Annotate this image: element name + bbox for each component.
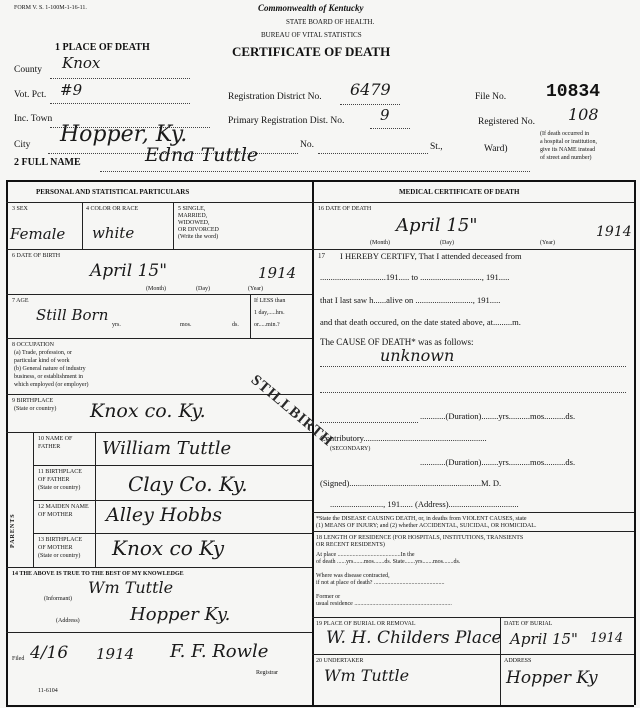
dob-year: 1914 [258, 264, 297, 282]
st-label: No. [300, 140, 314, 150]
age-value: Still Born [36, 306, 109, 324]
registered-no-label: Registered No. [478, 117, 535, 127]
contributory-label: Contributory.......................................................... [320, 433, 487, 443]
duration-1: ............(Duration)........yrs..........mos..........ds. [420, 411, 576, 421]
length-residence-2: OR RECENT RESIDENTS) [316, 542, 385, 548]
date-of-burial-year: 1914 [590, 631, 624, 646]
hospital-note-2: a hospital or institution, [540, 139, 597, 145]
length-residence-1: 18 LENGTH OF RESIDENCE (FOR HOSPITALS, INSTITUTIONS, TRANSIENTS [316, 535, 524, 541]
registrar-caption: Registrar [256, 670, 278, 676]
dod-day-caption: (Day) [440, 240, 454, 246]
primary-registration-label: Primary Registration Dist. No. [228, 116, 345, 126]
marital-label-3: WIDOWED, [178, 220, 210, 226]
informant-address-value: Hopper Ky. [130, 604, 231, 625]
occupation-line-2: (a) Trade, profession, or [14, 350, 72, 356]
undertaker-label: 20 UNDERTAKER [316, 658, 364, 664]
yrs-caption: yrs. [112, 322, 121, 328]
occupation-label: 8 OCCUPATION [12, 342, 54, 348]
signed-date-line: ........................., 191...... (Address)................................. [330, 499, 519, 509]
former-residence-2: usual residence ................................................................. [316, 601, 452, 607]
father-name-label-2: FATHER [38, 444, 61, 450]
certify-line-4: and that death occured, on the date stated above, at.........m. [320, 317, 521, 327]
color-value: white [92, 224, 135, 242]
ward-label: Ward) [484, 144, 508, 154]
mother-name-value: Alley Hobbs [106, 504, 222, 526]
full-name-value: Edna Tuttle [145, 144, 259, 166]
occupation-line-6: which employed (or employer) [14, 382, 89, 388]
city-value: Hopper, Ky. [60, 122, 188, 147]
dob-month-caption: (Month) [146, 286, 166, 292]
length-residence-3: At place ..........................................In the [316, 552, 415, 558]
father-bp-label-2: OF FATHER [38, 477, 70, 483]
occupation-line-3: particular kind of work [14, 358, 70, 364]
date-of-death-value: April 15" [396, 215, 478, 236]
filed-date: 4/16 [30, 643, 69, 663]
file-no-label: File No. [475, 92, 507, 102]
registration-district-value: 6479 [350, 80, 391, 99]
date-of-death-label: 16 DATE OF DEATH [318, 206, 372, 212]
secondary-label: (SECONDARY) [330, 446, 371, 452]
hospital-note-1: (If death occurred in [540, 131, 590, 137]
dob-day-caption: (Day) [196, 286, 210, 292]
mos-caption: mos. [180, 322, 192, 328]
undertaker-value: Wm Tuttle [324, 666, 410, 685]
vot-pct-value: #9 [60, 81, 83, 99]
mother-name-label-1: 12 MAIDEN NAME [38, 504, 89, 510]
certify-line-3: that I last saw h......alive on ..........................., 191..... [320, 295, 501, 305]
birthplace-label: 9 BIRTHPLACE [12, 398, 54, 404]
duration-2: ............(Duration)........yrs..........mos..........ds. [420, 457, 576, 467]
mother-bp-label-2: OF MOTHER [38, 545, 73, 551]
registrar-signature: F. F. Rowle [170, 641, 269, 662]
dod-year-caption: (Year) [540, 240, 556, 246]
county-value: Knox [62, 54, 101, 72]
day-hrs-label: 1 day,.....hrs. [254, 310, 285, 316]
dob-year-caption: (Year) [248, 286, 264, 292]
age-label: 7 AGE [12, 298, 29, 304]
sex-value: Female [10, 225, 66, 243]
informant-true-label: 14 THE ABOVE IS TRUE TO THE BEST OF MY KNOWLEDGE [12, 571, 184, 577]
father-bp-label-3: (State or country) [38, 485, 81, 491]
color-label: 4 COLOR OR RACE [86, 206, 139, 212]
marital-label-5: (Write the word) [178, 234, 219, 240]
dob-month-day: April 15" [90, 261, 168, 281]
informant-value: Wm Tuttle [88, 578, 174, 597]
hospital-note-3: give its NAME instead [540, 147, 596, 153]
marital-label-4: OR DIVORCED [178, 227, 219, 233]
dob-label: 6 DATE OF BIRTH [12, 253, 61, 259]
or-min-label: or.....min.? [254, 322, 280, 328]
disease-note-2: (1) MEANS OF INJURY; and (2) whether ACCIDENTAL, SUICIDAL, OR HOMICIDAL. [316, 523, 537, 529]
vot-pct-label: Vot. Pct. [14, 90, 47, 100]
informant-address-label: (Address) [56, 618, 80, 624]
birthplace-sub: (State or country) [14, 406, 57, 412]
state-board: STATE BOARD OF HEALTH. [286, 18, 375, 26]
length-residence-4: of death ......yrs.......mos.......ds. State.......yrs.......mos.......ds. [316, 559, 461, 565]
dod-month-caption: (Month) [370, 240, 390, 246]
father-bp-label-1: 11 BIRTHPLACE [38, 469, 82, 475]
certificate-title: CERTIFICATE OF DEATH [232, 44, 391, 59]
place-of-burial-label: 19 PLACE OF BURIAL OR REMOVAL [316, 621, 416, 627]
mother-bp-label-1: 13 BIRTHPLACE [38, 537, 83, 543]
mother-bp-label-3: (State or country) [38, 553, 81, 559]
place-of-death-label: 1 PLACE OF DEATH [55, 42, 150, 53]
filed-year: 1914 [96, 645, 135, 663]
filed-label: Filed [12, 656, 25, 662]
personal-section-title: PERSONAL AND STATISTICAL PARTICULARS [36, 188, 190, 196]
date-of-death-year: 1914 [596, 224, 632, 240]
certify-line-2: ...............................191..... to ............................., 191..... [320, 272, 510, 282]
parents-label: PARENTS [10, 513, 16, 548]
city-label: City [14, 140, 31, 150]
former-residence-1: Former or [316, 594, 341, 600]
registration-district-label: Registration District No. [228, 92, 322, 102]
marital-label-1: 5 SINGLE, [178, 206, 206, 212]
hospital-note-4: of street and number) [540, 155, 592, 161]
marital-label-2: MARRIED, [178, 213, 208, 219]
mother-name-label-2: OF MOTHER [38, 512, 73, 518]
county-label: County [14, 65, 42, 75]
date-of-burial-value: April 15" [510, 630, 578, 648]
occupation-line-4: (b) General nature of industry [14, 366, 86, 372]
commonwealth: Commonwealth of Kentucky [258, 3, 364, 13]
father-name-value: William Tuttle [102, 438, 232, 459]
place-of-burial-value: W. H. Childers Place [326, 628, 502, 648]
address-value: Hopper Ky [506, 668, 598, 688]
if-less-label: If LESS than [254, 298, 286, 304]
father-name-label-1: 10 NAME OF [38, 436, 73, 442]
st-label-2: St., [430, 142, 443, 152]
medical-section-title: MEDICAL CERTIFICATE OF DEATH [399, 188, 520, 196]
birthplace-value: Knox co. Ky. [90, 400, 206, 422]
cause-value: unknown [380, 346, 455, 365]
date-of-burial-label: DATE OF BURIAL [504, 621, 553, 627]
signed-label: (Signed)..............................................................M. D. [320, 478, 502, 488]
address-label: ADDRESS [504, 658, 532, 664]
father-birthplace-value: Clay Co. Ky. [128, 472, 248, 496]
disease-note-1: *State the DISEASE CAUSING DEATH, or, in deaths from VIOLENT CAUSES, state [316, 516, 527, 522]
form-number: FORM V. S. 1-100M-1-16-11. [14, 5, 87, 11]
mother-birthplace-value: Knox co Ky [112, 536, 225, 560]
certify-number: 17 [318, 252, 325, 260]
cause-label: The CAUSE OF DEATH* was as follows: [320, 337, 474, 347]
full-name-label: 2 FULL NAME [14, 157, 81, 168]
where-contracted-1: Where was disease contracted, [316, 573, 390, 579]
certify-text: I HEREBY CERTIFY, That I attended deceased from [340, 251, 522, 261]
ds-caption: ds. [232, 322, 239, 328]
form-code-footer: 11-6104 [38, 688, 58, 694]
file-no-value: 10834 [546, 82, 601, 102]
informant-caption: (Informant) [44, 596, 72, 602]
stillbirth-stamp: STILLBIRTH [247, 372, 337, 450]
primary-registration-value: 9 [380, 106, 390, 124]
registered-no-value: 108 [568, 105, 599, 124]
occupation-line-5: business, or establishment in [14, 374, 83, 380]
sex-label: 3 SEX [12, 206, 28, 212]
where-contracted-2: if not at place of death? ............................................... [316, 580, 445, 586]
bureau: BUREAU OF VITAL STATISTICS [261, 31, 362, 39]
inc-town-label: Inc. Town [14, 114, 53, 124]
